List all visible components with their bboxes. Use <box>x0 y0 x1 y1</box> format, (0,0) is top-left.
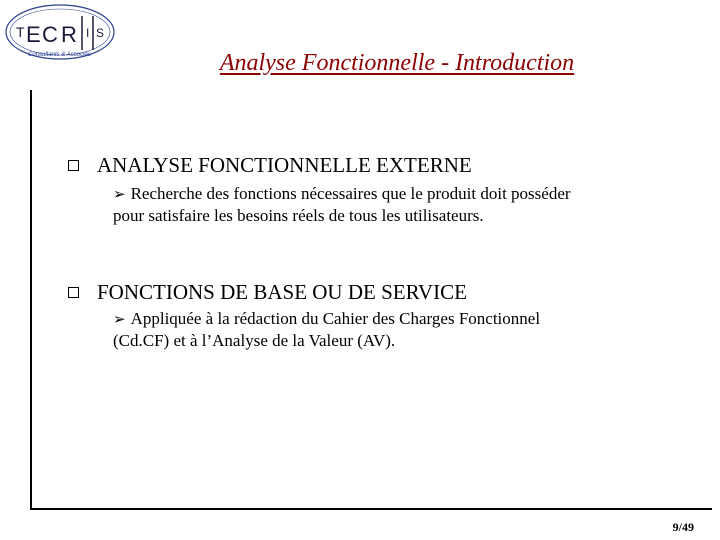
logo-letter-s: S <box>96 26 105 40</box>
arrow-right-icon: ➢ <box>113 310 126 328</box>
frame-left-border <box>30 90 32 510</box>
section-2-heading-row <box>68 280 467 305</box>
arrow-right-icon: ➢ <box>113 185 126 203</box>
logo-caption: Consultants & Associés <box>28 52 91 58</box>
logo-letter-i: I <box>86 26 90 40</box>
logo-letter-c: C <box>42 22 58 47</box>
logo-letter-r: R <box>61 22 77 47</box>
section-1-heading-row <box>68 153 472 178</box>
section-1-line-2: pour satisfaire les besoins réels de tous les utilisateurs. <box>113 206 484 225</box>
section-2-line-1: ➢ Appliquée à la rédaction du Cahier des Charges Fonctionnel <box>113 309 541 328</box>
section-1-line-1: ➢ Recherche des fonctions nécessaires que le produit doit posséder <box>113 184 571 203</box>
page-number: 9/49 <box>672 520 694 534</box>
logo-letter-t: T <box>16 24 25 40</box>
section-1-text <box>113 183 571 227</box>
checkbox-icon <box>68 160 79 171</box>
section-1-heading: ANALYSE FONCTIONNELLE EXTERNE <box>97 153 472 177</box>
logo-letter-e: E <box>26 22 41 47</box>
section-2-heading: FONCTIONS DE BASE OU DE SERVICE <box>97 280 467 304</box>
frame-bottom-border <box>30 508 712 510</box>
checkbox-icon <box>68 287 79 298</box>
section-2-line-2: (Cd.CF) et à l’Analyse de la Valeur (AV). <box>113 331 396 350</box>
slide-title: Analyse Fonctionnelle - Introduction <box>219 50 575 76</box>
section-2-text <box>113 308 540 352</box>
